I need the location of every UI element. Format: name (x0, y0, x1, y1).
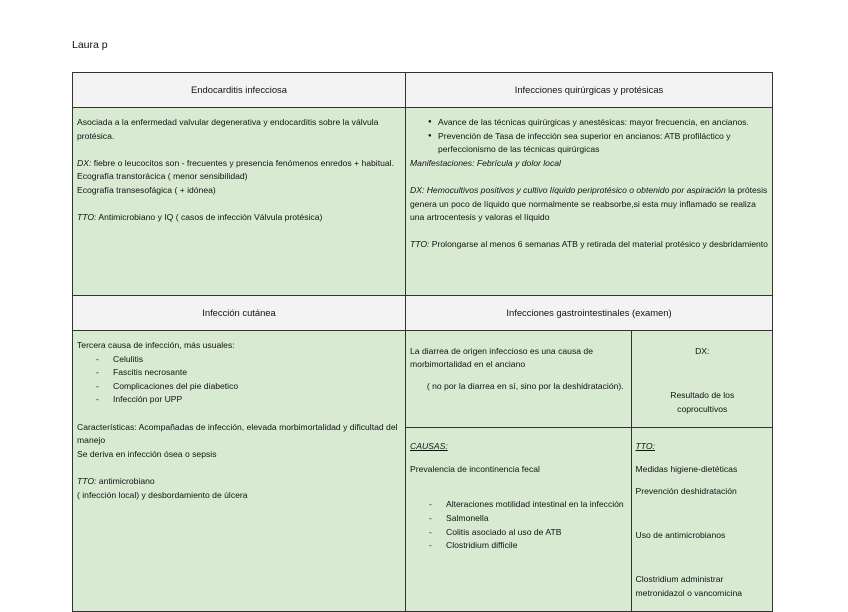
dx-text: fiebre o leucocitos son - frecuentes y presencia fenómenos enredos + habitual. Ecografía transtorácica ( menor sensibilidad) (77, 157, 394, 182)
summary-table (72, 72, 773, 612)
bullet-item: ● Prevención de Tasa de infección sea superior en ancianos: ATB profiláctico y perfeccionismo de las técnicas quirúrgicas (410, 130, 768, 157)
diarrea-line-2: ( no por la diarrea en sí, sino por la deshidratación). (426, 381, 624, 392)
endocarditis-intro: Asociada a la enfermedad valvular degenerativa y endocarditis sobre la válvula protésica. (77, 117, 379, 141)
causas-cell (406, 427, 631, 611)
header-endocarditis: Endocarditis infecciosa (73, 73, 406, 108)
cutanea-caracteristicas: Características: Acompañadas de infección, elevada morbimortalidad y dificultad del manejo (77, 421, 398, 446)
content-row-1 (73, 108, 773, 296)
list-item: - Alteraciones motilidad intestinal en la infección (410, 498, 627, 512)
endocarditis-dx (77, 157, 401, 184)
gastro-cell (406, 331, 773, 612)
header-cutanea: Infección cutánea (73, 296, 406, 331)
quirurgicas-cell (406, 108, 773, 296)
cutanea-intro: Tercera causa de infección, más usuales: (77, 340, 235, 350)
tto-text: Antimicrobiano y IQ ( casos de infección Válvula protésica) (96, 212, 323, 223)
tto-label: TTO: (77, 212, 97, 223)
list-item: - Colitis asociado al uso de ATB (410, 526, 627, 540)
quirurgicas-dx (410, 184, 768, 225)
list-item: - Complicaciones del pie diabetico (77, 380, 401, 394)
dx-label: DX: (77, 157, 92, 168)
manifestaciones: Manifestaciones: Febrícula y dolor local (410, 157, 561, 168)
diarrea-cell (406, 331, 631, 427)
bullet-item: ● Avance de las técnicas quirúrgicas y anestésicas: mayor frecuencia, en ancianos. (410, 116, 768, 130)
causas-intro: Prevalencia de incontinencia fecal (410, 463, 540, 474)
causas-list (410, 498, 627, 552)
header-row-2 (73, 296, 773, 331)
gastro-inner-table (406, 331, 773, 611)
content-row-2 (73, 331, 773, 612)
dx-label: DX: (695, 345, 710, 356)
list-item: - Salmonella (410, 512, 627, 526)
endocarditis-tto (77, 211, 401, 225)
cutanea-tto-2: ( infección local) y desbordamiento de úlcera (77, 489, 248, 500)
gastro-bottom-row (406, 427, 773, 611)
cutanea-cell (73, 331, 406, 612)
tto-item: Medidas higiene-dietéticas (635, 463, 738, 474)
tto-item: Clostridium administrar metronidazol o vancomicina (635, 574, 743, 599)
quirurgicas-bullets (410, 116, 768, 157)
tto-label: TTO: (635, 441, 655, 452)
dx-cell (631, 331, 773, 427)
tto-item: Uso de antimicrobianos (635, 530, 726, 541)
tto-item: Prevención deshidratación (635, 485, 737, 496)
causas-label: CAUSAS: (410, 441, 448, 452)
header-quirurgicas: Infecciones quirúrgicas y protésicas (406, 73, 773, 108)
tto-text: Prolongarse al menos 6 semanas ATB y retirada del material protésico y desbridamiento (429, 239, 768, 250)
tto-label: TTO: (77, 475, 97, 486)
list-item: - Infección por UPP (77, 393, 401, 407)
cutanea-deriva: Se deriva en infección ósea o sepsis (77, 448, 217, 459)
cutanea-list (77, 353, 401, 407)
author-name: Laura p (72, 39, 108, 51)
list-item: - Clostridium difficile (410, 539, 627, 553)
header-gastro: Infecciones gastrointestinales (examen) (406, 296, 773, 331)
dx-text: Resultado de los coprocultivos (670, 389, 735, 414)
endocarditis-cell (73, 108, 406, 296)
header-row-1 (73, 73, 773, 108)
dx-italic: DX: Hemocultivos positivos y cultivo líquido periprotésico o obtenido por aspiración (410, 184, 726, 195)
tto-text: antimicrobiano (96, 475, 155, 486)
tto-label: TTO: (410, 239, 430, 250)
dx-text: la prótesis genera un poco de líquido que normalmente se reabsorbe,si esta muy inflamado se realiza una artrocentesis y valoras el líquido (410, 184, 768, 223)
diarrea-line-1: La diarrea de origen infeccioso es una causa de morbimortalidad en el anciano (410, 345, 593, 370)
endocarditis-dx-2: Ecografía transesofágica ( + idónea) (77, 184, 216, 195)
list-item: - Fascitis necrosante (77, 366, 401, 380)
list-item: - Celulitis (77, 353, 401, 367)
tto-cell (631, 427, 773, 611)
gastro-top-row (406, 331, 773, 427)
cutanea-tto (77, 475, 401, 489)
quirurgicas-tto (410, 238, 768, 252)
